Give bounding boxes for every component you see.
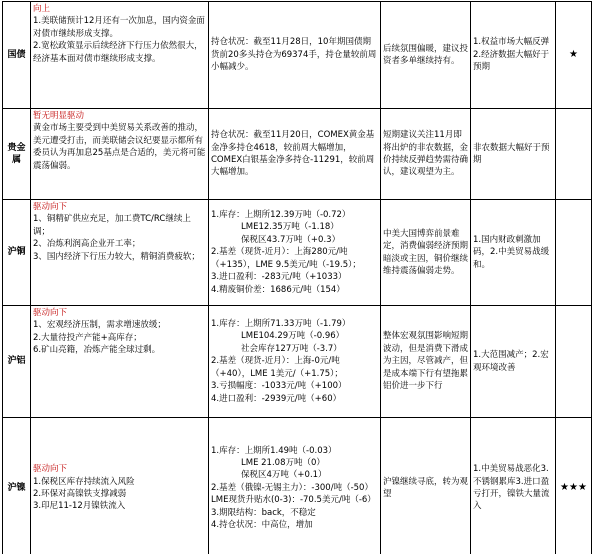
position-line: LME现货升贴水(0-3)：-70.5美元/吨（-6） <box>211 495 376 506</box>
driver-line: 2.环保对高镍铁支撑减弱 <box>33 489 127 499</box>
rating-stars: ★ <box>556 2 592 109</box>
position-cell <box>209 200 381 306</box>
rating-stars <box>556 109 592 200</box>
position-line: LME12.35万吨（-1.18） <box>241 222 339 233</box>
position-line: 1.库存：上期所1.49吨（-0.03） <box>211 445 337 456</box>
position-line: 保税区4万吨（+0.1） <box>241 470 327 481</box>
table-row-precious-metals <box>3 109 592 200</box>
position-line: 2.基差（现货-近月）：上海280元/吨（+135），LME 9.5美元/吨（-19.5）； <box>211 247 361 270</box>
position-line: 2.基差（现货-近月）：上海-0元/吨（+40），LME 1美元/（+1.75）； <box>211 356 343 379</box>
driver-direction: 驱动向下 <box>33 464 68 475</box>
driver-line: 1、铜精矿供应充足，加工费TC/RC继续上调； <box>33 214 191 237</box>
position-line: LME 21.08万吨（0） <box>241 457 325 468</box>
driver-line: 2.宽松政策显示后续经济下行压力依然很大，经济基本面对债市继续形成支撑。 <box>33 41 203 64</box>
driver-line: 3、国内经济下行压力较大，精铜消费疲软； <box>33 251 200 262</box>
position-line: 社会库存127万吨（-3.7） <box>241 343 342 354</box>
driver-line: 2、冶炼利润高企业开工率； <box>33 239 141 250</box>
driver-cell <box>31 200 209 306</box>
table-row-treasury <box>3 2 592 109</box>
position-line: 4.进口盈利：-2939元/吨（+60） <box>211 393 342 404</box>
position-line: LME104.29万吨（-0.96） <box>241 331 345 342</box>
risk-cell: 1.大范围减产；2.宏观环境改善 <box>471 306 556 418</box>
position-line: 1.库存：上期所12.39万吨（-0.72） <box>211 210 351 221</box>
view-cell: 沪镍继续寻底，转为观望 <box>381 418 471 554</box>
driver-line: 1、宏观经济压制，需求增速放缓； <box>33 320 166 331</box>
table-row-aluminum <box>3 306 592 418</box>
driver-direction: 驱动向下 <box>33 308 68 318</box>
view-cell: 中美大国博弈前景难定，消费偏弱经济预期暗淡或主因，铜价继续维持震荡偏弱走势。 <box>381 200 471 306</box>
row-name: 贵金属 <box>3 109 31 200</box>
position-text: 持仓状况：截至11月28日，10年期国债期货前20多头持仓为69374手，持仓量较前周小幅减少。 <box>211 37 377 73</box>
rating-stars <box>556 306 592 418</box>
position-line: 3.亏损幅度：-1033元/吨（+100） <box>211 381 347 392</box>
risk-cell: 1.中美贸易战恶化3.不锈钢累库3.进口盈亏打开，镍铁大量流入 <box>471 418 556 554</box>
driver-line: 6.矿山亮籍，冶炼产能全球过剩。 <box>33 345 161 356</box>
table-row-copper <box>3 200 592 306</box>
driver-cell <box>31 2 209 109</box>
position-line: 1.库存：上期所71.33万吨（-1.79） <box>211 319 351 330</box>
risk-cell: 1.权益市场大幅反弹2.经济数据大幅好于预期 <box>471 2 556 109</box>
position-line: 3.进口盈利：-283元/吨（+1033） <box>211 272 347 283</box>
view-cell: 短期建议关注11月即将出炉的非农数据，金价持续反弹趋势需待确认，建议观望为主。 <box>381 109 471 200</box>
table-row-nickel <box>3 418 592 554</box>
risk-cell: 非农数据大幅好于预期 <box>471 109 556 200</box>
rating-stars <box>556 200 592 306</box>
driver-direction: 向上 <box>33 4 51 14</box>
row-name: 沪镍 <box>3 418 31 554</box>
driver-line: 1.保税区库存持续流入风险 <box>33 476 135 487</box>
rating-stars: ★★★ <box>556 418 592 554</box>
position-text: 持仓状况：截至11月20日，COMEX黄金基金净多持仓4618，较前周大幅增加，COMEX白银基金净多持仓-11291，较前周大幅增加。 <box>211 130 375 178</box>
row-name: 沪铝 <box>3 306 31 418</box>
futures-strategy-table <box>2 1 592 554</box>
position-line: 4.持仓状况：中高位，增加 <box>211 520 313 531</box>
row-name: 沪铜 <box>3 200 31 306</box>
position-cell <box>209 306 381 418</box>
driver-line: 2.大量待投产产能+高库存； <box>33 332 142 343</box>
row-name: 国债 <box>3 2 31 109</box>
position-line: 2.基差（俄镍-无锡主力）：-300/吨（-50） <box>211 482 373 493</box>
position-cell <box>209 109 381 200</box>
driver-cell <box>31 306 209 418</box>
view-cell: 后续氛围偏暖，建议投资者多单继续持有。 <box>381 2 471 109</box>
position-line: 4.精废铜价差：1686元/吨（154） <box>211 284 345 295</box>
risk-cell: 1.国内财政刺激加码，2.中美贸易战缓和。 <box>471 200 556 306</box>
position-cell <box>209 2 381 109</box>
view-cell: 整体宏观氛围影响短期波动，但是消费下滑成为主因，尽管减产，但是成本端下行有望拖累铝价进一步下行 <box>381 306 471 418</box>
driver-direction: 暂无明显驱动 <box>33 111 85 121</box>
driver-direction: 驱动向下 <box>33 202 68 212</box>
driver-line: 3.印尼11-12月镍铁流入 <box>33 501 126 512</box>
position-cell <box>209 418 381 554</box>
driver-cell <box>31 418 209 554</box>
driver-line: 黄金市场主要受到中美贸易关系改善的推动，美元遭受打击，而美联储会议纪要显示都所有委员认为再加息25基点是合适的，美元将可能震荡偏弱。 <box>33 123 206 171</box>
driver-cell <box>31 109 209 200</box>
position-line: 保税区43.7万吨（+0.3） <box>241 234 341 245</box>
position-line: 3.期限结构：back，不稳定 <box>211 507 316 518</box>
driver-line: 1.美联储预计12月还有一次加息，国内资金面对债市继续形成支撑。 <box>33 16 205 39</box>
